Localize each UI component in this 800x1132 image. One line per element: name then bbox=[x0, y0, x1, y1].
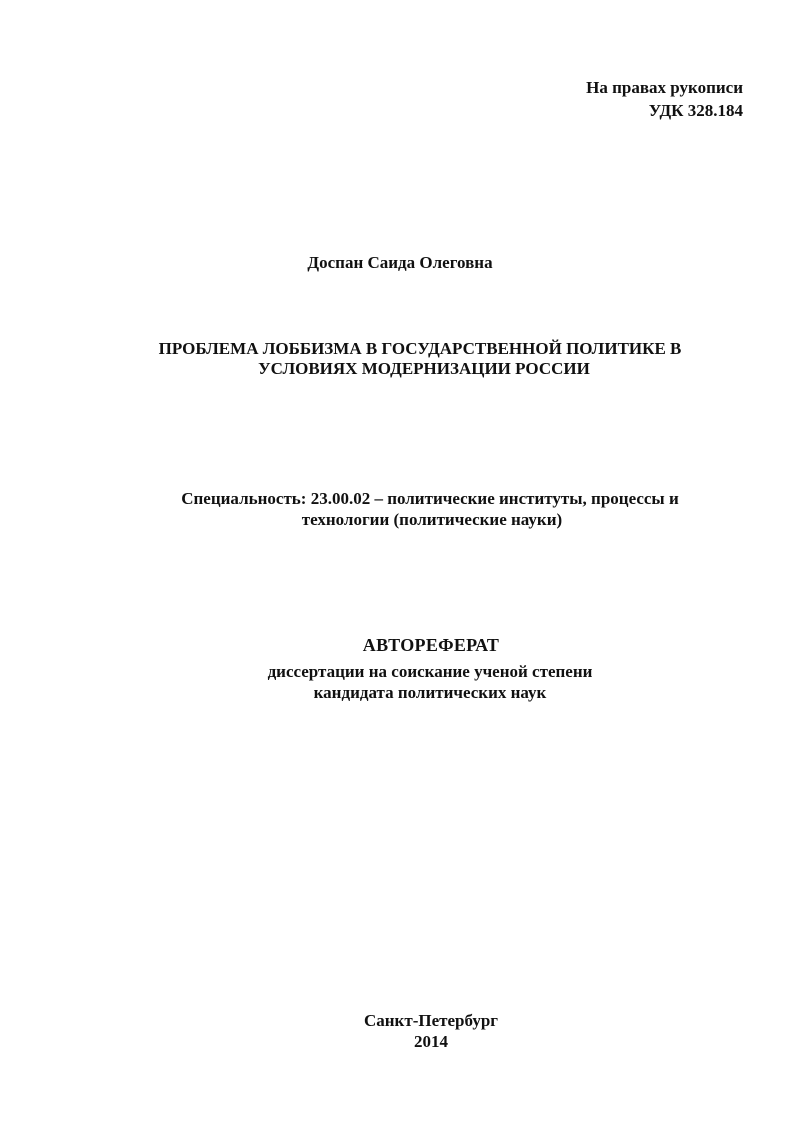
abstract-heading: АВТОРЕФЕРАТ bbox=[362, 635, 500, 655]
udk-code: УДК 328.184 bbox=[648, 101, 743, 120]
thesis-title-line-1: ПРОБЛЕМА ЛОББИЗМА В ГОСУДАРСТВЕННОЙ ПОЛИТИКЕ В bbox=[158, 339, 682, 358]
specialty-line-1: Специальность: 23.00.02 – политические институты, процессы и bbox=[181, 489, 679, 508]
specialty-line-2: технологии (политические науки) bbox=[301, 510, 563, 529]
publication-city: Санкт-Петербург bbox=[363, 1011, 499, 1030]
manuscript-rights-note: На правах рукописи bbox=[586, 78, 743, 97]
publication-year: 2014 bbox=[414, 1032, 448, 1051]
thesis-title-line-2: УСЛОВИЯХ МОДЕРНИЗАЦИИ РОССИИ bbox=[258, 359, 590, 378]
author-name: Доспан Саида Олеговна bbox=[307, 253, 493, 272]
abstract-description-line-1: диссертации на соискание ученой степени bbox=[267, 662, 593, 681]
abstract-description-line-2: кандидата политических наук bbox=[313, 683, 547, 702]
